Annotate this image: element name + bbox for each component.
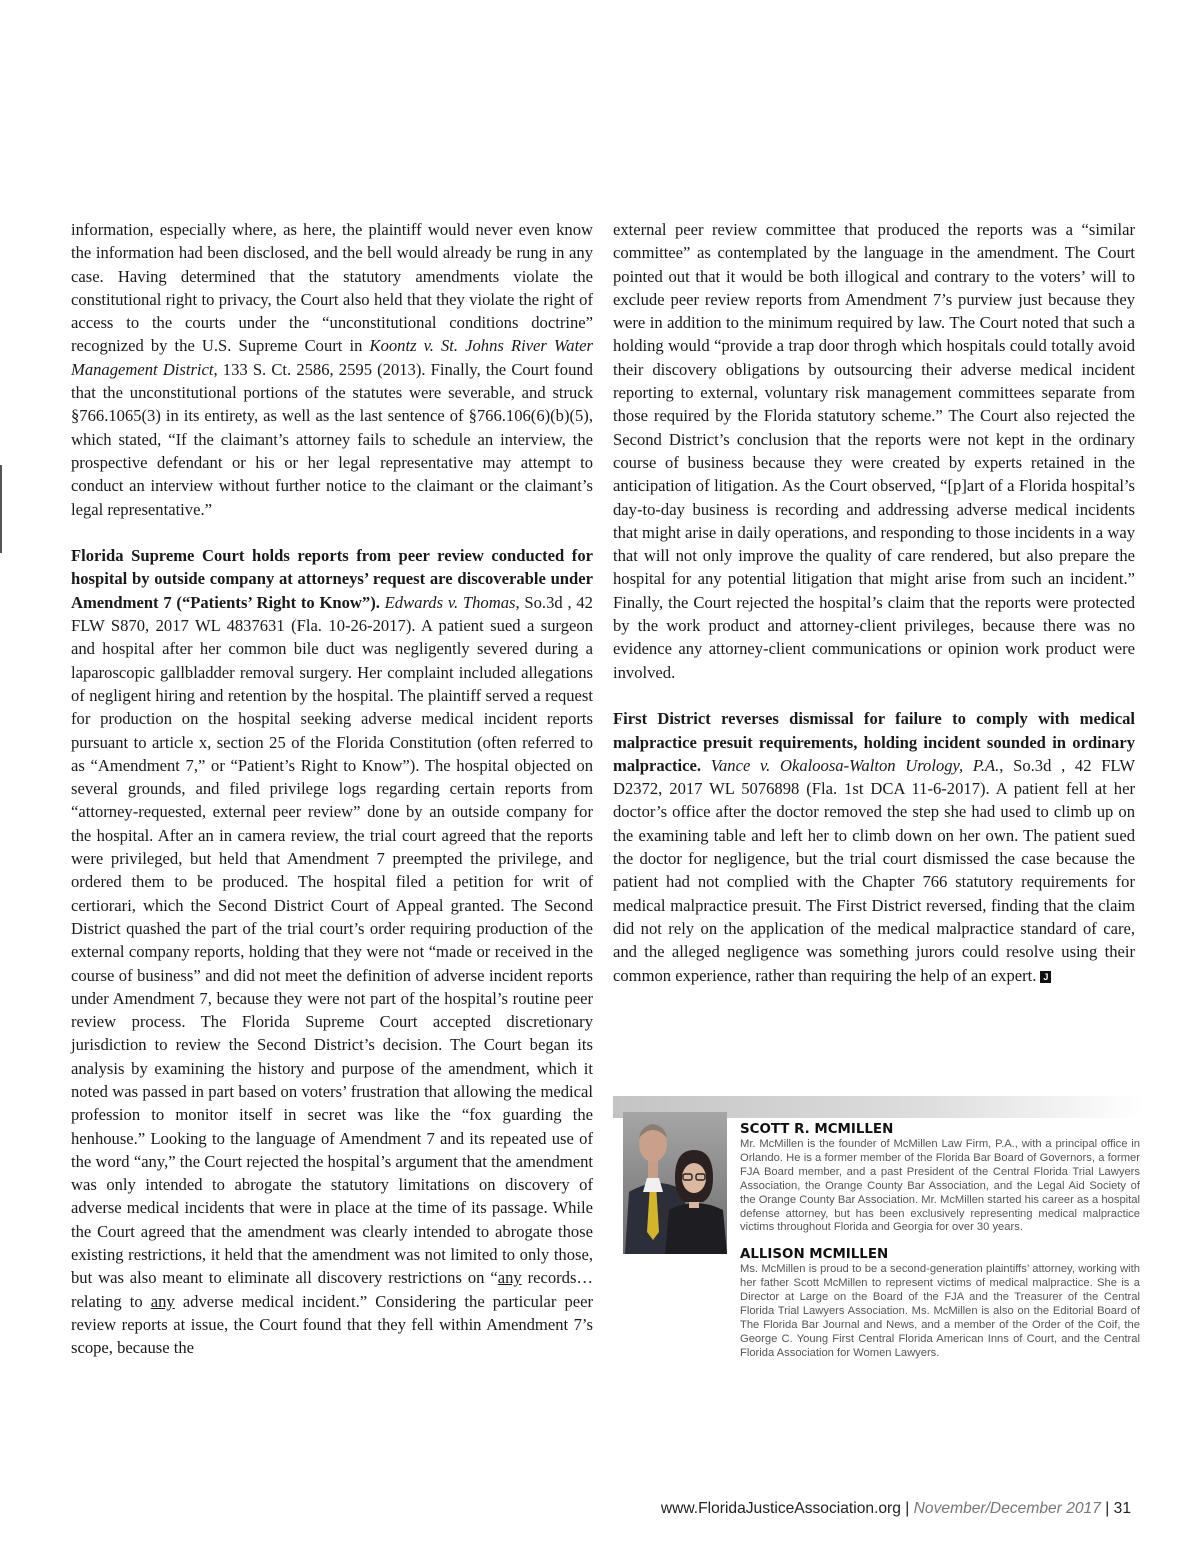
emphasis-any: any: [497, 1268, 522, 1288]
paragraph-edwards-continued: external peer review committee that produced the reports was a “similar committee” as contemplated by the language in the amendment. The Court pointed out that it would be both illogical and contrary to the voters’ will to exclude peer review reports from Amendment 7’s purview just because they were in addition to the minimum required by law. The Court noted that such a holding would “provide a trap door throgh which hospitals could totally avoid their discovery obligations by outsourcing their adverse medical incident reporting to external, voluntary risk management committees separate from those required by the Florida statutory scheme.” The Court also rejected the Second District’s conclusion that the reports were not kept in the ordinary course of business because they were created by experts retained in the anticipation of litigation. As the Court observed, “[p]art of a Florida hospital’s day-to-day business is recording and addressing adverse medical incidents that might arise in daily operations, and responding to those incidents in a way that will not only improve the quality of care rendered, but also prepare the hospital for any potential litigation that might arise from such an incident.” Finally, the Court rejected the hospital’s claim that the reports were protected by the work product and attorney-client privileges, because there was no evidence any attorney-client communications or opinion work product were involved.: [613, 220, 1135, 682]
end-of-article-icon: J: [1040, 971, 1051, 983]
case-citation-edwards: , So.3d , 42 FLW S870, 2017 WL 4837631 (Fla. 10-26-2017).: [71, 592, 593, 636]
paragraph-koontz: information, especially where, as here, the plaintiff would never even know the information had been disclosed, and the bell would already be rung in any case. Having determined that the statutory amendments violate the constitutional right to privacy, the Court also held that they violate the right of access to the courts under the “unconstitutional conditions doctrine” recognized by the U.S. Supreme Court in Koontz v. St. Johns River Water Management District, 133 S. Ct. 2586, 2595 (2013). Finally, the Court found that the unconstitutional portions of the statutes were severable, and struck §766.1065(3) in its entirety, as well as the last sentence of §766.106(6)(b)(5), which stated, “If the claimant’s attorney fails to schedule an interview, the prospective defendant or his or her legal representative may attempt to conduct an interview without further notice to the claimant or the claimant’s legal representative.”: [71, 220, 593, 519]
section-heading-vance: First District reverses dismissal for failure to comply with medical malpractice presuit requirements, holding incident sounded in ordinary malpractice.: [613, 709, 1135, 775]
bio-description-scott: Mr. McMillen is the founder of McMillen Law Firm, P.A., with a principal office in Orlando. He is a former member of the Florida Bar Board of Governors, a former FJA Board member, and a past President of the Central Florida Trial Lawyers Association, the Orange County Bar Association, and the Legal Aid Society of the Orange County Bar Association. Mr. McMillen started his career as a hospital defense attorney, but has been exclusively representing medical malpractice victims throughout Florida and Georgia for over 30 years.: [740, 1138, 1140, 1234]
bio-name-allison: ALLISON MCMILLEN: [740, 1247, 889, 1263]
footer-issue-date: November/December 2017: [913, 1500, 1101, 1517]
article-column-right: [613, 218, 1135, 987]
paragraph-edwards: Florida Supreme Court holds reports from peer review conducted for hospital by outside company at attorneys’ request are discoverable under Amendment 7 (“Patients’ Right to Know”). Edwards v. Thomas, So.3d , 42 FLW S870, 2017 WL 4837631 (Fla. 10-26-2017). A patient sued a surgeon and hospital after her common bile duct was negligently severed during a laparoscopic gallbladder removal surgery. Her complaint included allegations of negligent hiring and retention by the hospital. The plaintiff served a request for production on the hospital seeking adverse medical incident reports pursuant to article x, section 25 of the Florida Constitution (often referred to as “Amendment 7,” or “Patient’s Right to Know”). The hospital objected on several grounds, and filed privilege logs regarding certain reports from “attorney-requested, external peer review” done by an outside company for the hospital. After an in camera review, the trial court agreed that the reports were privileged, but held that Amendment 7 preempted the privilege, and ordered them to be produced. The hospital filed a petition for writ of certiorari, which the Second District Court of Appeal granted. The Second District quashed the part of the trial court’s order requiring production of the external company reports, holding that they were not “made or received in the course of business” and did not meet the definition of adverse incident reports under Amendment 7, because they were not part of the hospital’s routine peer review process. The Florida Supreme Court accepted discretionary jurisdiction to review the Second District’s decision. The Court began its analysis by examining the history and purpose of the amendment, which it noted was passed in part based on voters’ frustration that allowing the medical profession to monitor itself in secret was like the “fox guarding the henhouse.” Looking to the language of Amendment 7 and its repeated use of the word “any,” the Court rejected the hospital’s argument that the amendment was only intended to abrogate the statutory limitations on discovery of adverse medical incidents that were in place at the time of its passage. While the Court agreed that the amendment was clearly intended to abrogate those existing restrictions, it held that the amendment was not limited to only those, but was also meant to eliminate all discovery restrictions on “any records… relating to any adverse medical incident.” Considering the particular peer review reports at issue, the Court found that they fell within Amendment 7’s scope, because the: [71, 546, 593, 1358]
case-name-koontz: Koontz v. St. Johns River Water Management District: [71, 336, 593, 379]
footer-website-link[interactable]: www.FloridaJusticeAssociation.org: [660, 1500, 901, 1517]
author-photo: [623, 1112, 727, 1254]
bio-text-block: [740, 1122, 1140, 1361]
emphasis-any: any: [150, 1291, 175, 1311]
page-number: 31: [1113, 1500, 1131, 1517]
bio-description-allison: Ms. McMillen is proud to be a second-generation plaintiffs’ attorney, working with her father Scott McMillen to represent victims of medical malpractice. She is a Director at Large on the Board of the FJA and the Treasurer of the Central Florida Trial Lawyers Association. Ms. McMillen is also on the Editorial Board of The Florida Bar Journal and News, and a member of the Order of the Coif, the George C. Young First Central Florida American Inns of Court, and the Central Florida Association for Women Lawyers.: [740, 1263, 1140, 1359]
section-heading-edwards: Florida Supreme Court holds reports from peer review conducted for hospital by outside company at attorneys’ request are discoverable under Amendment 7 (“Patients’ Right to Know”).: [71, 546, 593, 612]
article-column-left: [71, 218, 593, 1360]
bio-name-scott: SCOTT R. MCMILLEN: [740, 1122, 894, 1137]
case-name-vance: Vance v. Okaloosa-Walton Urology, P.A.: [710, 755, 1000, 775]
footer-separator: |: [905, 1500, 910, 1517]
paragraph-vance: First District reverses dismissal for failure to comply with medical malpractice presuit requirements, holding incident sounded in ordinary malpractice. Vance v. Okaloosa-Walton Urology, P.A., So.3d , 42 FLW D2372, 2017 WL 5076898 (Fla. 1st DCA 11-6-2017). A patient fell at her doctor’s office after the doctor removed the step she had used to climb up on the examining table and left her to climb down on her own. The patient sued the doctor for negligence, but the trial court dismissed the case because the patient had not complied with the Chapter 766 statutory requirements for medical malpractice presuit. The First District reversed, finding that the claim did not rely on the application of the medical malpractice standard of care, and the alleged negligence was something jurors could resolve using their common experience, rather than requiring the help of an expert. J: [613, 709, 1136, 985]
footer-separator: |: [1105, 1500, 1110, 1517]
author-bio-box: [613, 1096, 1143, 1466]
margin-rule: [0, 465, 2, 553]
case-citation-vance: , So.3d , 42 FLW D2372, 2017 WL 5076898 (Fla. 1st DCA 11-6-2017).: [613, 755, 1136, 799]
case-name-edwards: Edwards v. Thomas: [384, 592, 516, 612]
page-footer: [661, 1500, 1131, 1518]
